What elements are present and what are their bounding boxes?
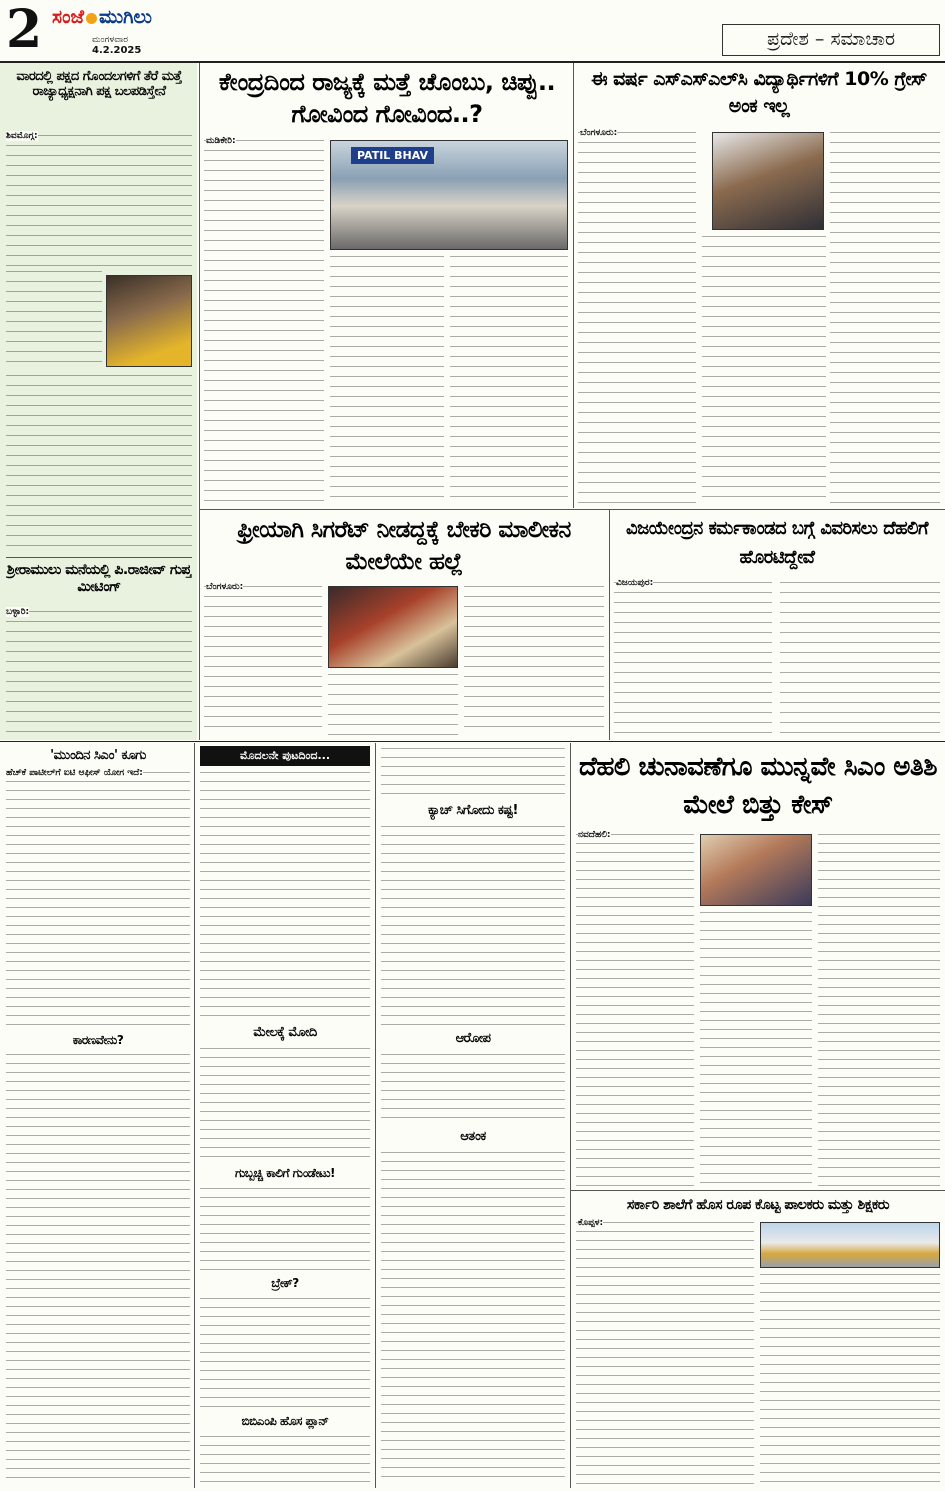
sidebar-body-left bbox=[6, 271, 102, 371]
modalane-body-1 bbox=[200, 772, 370, 1022]
modalane-sub-gubbachchi: ಗುಬ್ಬಚ್ಚಿ ಕಾಲಿಗೆ ಗುಂಡೇಟು! bbox=[235, 1166, 335, 1180]
catch-body-2 bbox=[381, 826, 565, 1026]
catch-sub-arope: ಆರೋಪ bbox=[455, 1031, 491, 1046]
modalane-body-5 bbox=[200, 1436, 370, 1484]
bakery-col-2 bbox=[328, 674, 458, 736]
centre-photo bbox=[330, 140, 568, 250]
sun-icon bbox=[86, 13, 97, 24]
delhi-col-1 bbox=[576, 834, 694, 1186]
centre-headline: ಕೇಂದ್ರದಿಂದ ರಾಜ್ಯಕ್ಕೆ ಮತ್ತೆ ಚೊಂಬು, ಚಿಪ್ಪು.. ಗೋವಿಂದ ಗೋವಿಂದ..? bbox=[218, 68, 556, 128]
logo bbox=[52, 6, 192, 34]
catch-sub-atanka: ಆತಂಕ bbox=[460, 1129, 486, 1144]
delhi-col-2 bbox=[700, 912, 812, 1186]
sidebar-dateline: ಶಿವಮೊಗ್ಗ: bbox=[6, 131, 38, 141]
page-number: 2 bbox=[6, 2, 43, 58]
school-photo bbox=[760, 1222, 940, 1268]
next-cm-body-1 bbox=[6, 772, 190, 1028]
photo-banner: PATIL BHAV bbox=[351, 147, 434, 164]
catch-body-4 bbox=[381, 1152, 565, 1484]
ramulu-body bbox=[6, 611, 192, 735]
vijayendra-headline: ವಿಜಯೇಂದ್ರನ ಕರ್ಮಕಾಂಡದ ಬಗ್ಗೆ ವಿವರಿಸಲು ದೆಹಲಿಗೆ ಹೊರಟಿದ್ದೇವೆ bbox=[626, 518, 928, 568]
centre-col-3 bbox=[450, 256, 568, 506]
rule-bakery-right bbox=[609, 509, 610, 740]
school-headline: ಸರ್ಕಾರಿ ಶಾಲೆಗೆ ಹೊಸ ರೂಪ ಕೊಟ್ಟ ಪಾಲಕರು ಮತ್ತು ಶಿಕ್ಷಕರು bbox=[626, 1197, 890, 1213]
sidebar-photo bbox=[106, 275, 192, 367]
next-cm-dateline: ಹೆಚ್‌ಕೆ ಪಾಟೀಲ್‌ಗೆ ಐಟಿ ಆಫೀಸ್ ಯೋಗ ಇದೆ: bbox=[6, 768, 143, 778]
logo-left-text: ಸಂಜೆ bbox=[52, 6, 85, 28]
rule-b1 bbox=[194, 743, 195, 1488]
bakery-col-1 bbox=[204, 586, 322, 736]
rule-mid-1 bbox=[199, 509, 945, 510]
sslc-dateline: ಬೆಂಗಳೂರು: bbox=[580, 128, 618, 138]
school-col-1 bbox=[576, 1222, 754, 1484]
sidebar-body bbox=[6, 135, 192, 269]
delhi-photo bbox=[700, 834, 812, 906]
school-dateline: ಕೊಪ್ಪಳ: bbox=[578, 1218, 604, 1228]
modalane-kicker: ಮೊದಲನೇ ಪುಟದಿಂದ... bbox=[200, 746, 370, 766]
ramulu-dateline: ಬಳ್ಳಾರಿ: bbox=[6, 607, 30, 617]
modalane-sub-melakke: ಮೇಲಕ್ಕೆ ಮೋದಿ bbox=[253, 1025, 317, 1040]
rule-mid-2 bbox=[0, 741, 945, 742]
rule-school bbox=[570, 1190, 945, 1191]
centre-col-2 bbox=[330, 256, 444, 506]
ramulu-headline: ಶ್ರೀರಾಮುಲು ಮನೆಯಲ್ಲಿ ಪಿ.ರಾಜೀವ್ ಗುಪ್ತ ಮೀಟಿಂಗ್ bbox=[6, 557, 192, 603]
modalane-body-4 bbox=[200, 1298, 370, 1408]
catch-sub-catch: ಕ್ಯಾಚ್ ಸಿಗೋದು ಕಷ್ಟ! bbox=[428, 803, 518, 818]
bakery-headline: ಫ್ರೀಯಾಗಿ ಸಿಗರೆಟ್ ನೀಡದ್ದಕ್ಕೆ ಬೇಕರಿ ಮಾಲೀಕನ ಮೇಲೆಯೇ ಹಲ್ಲೆ bbox=[237, 517, 571, 575]
sslc-col-2b bbox=[702, 236, 826, 506]
centre-col-1 bbox=[204, 140, 324, 506]
next-cm-headline: 'ಮುಂದಿನ ಸಿಎಂ' ಕೂಗು bbox=[50, 748, 146, 763]
modalane-body-3 bbox=[200, 1188, 370, 1270]
masthead bbox=[0, 0, 945, 60]
bakery-col-3 bbox=[464, 586, 604, 736]
delhi-col-3 bbox=[818, 834, 940, 1186]
bakery-dateline: ಬೆಂಗಳೂರು: bbox=[206, 582, 244, 592]
sslc-col-1 bbox=[578, 132, 696, 506]
next-cm-body-2 bbox=[6, 1054, 190, 1484]
vijayendra-col-1 bbox=[614, 582, 772, 736]
sslc-headline: ಈ ವರ್ಷ ಎಸ್ಎಸ್ಎಲ್‌ಸಿ ವಿದ್ಯಾರ್ಥಿಗಳಿಗೆ 10% ಗ್ರೇಸ್ ಅಂಕ ಇಲ್ಲ bbox=[591, 68, 927, 117]
rule-centre-right bbox=[573, 63, 574, 508]
modalane-sub-bbmp: ಬಿಬಿಎಂಪಿ ಹೊಸ ಪ್ಲಾನ್ bbox=[241, 1414, 329, 1428]
delhi-dateline: ನವದೆಹಲಿ: bbox=[578, 830, 611, 840]
school-col-2 bbox=[760, 1274, 940, 1484]
masthead-day: ಮಂಗಳವಾರ bbox=[92, 35, 129, 45]
sidebar-headline: ವಾರದಲ್ಲಿ ಪಕ್ಷದ ಗೊಂದಲಗಳಿಗೆ ತೆರೆ ಮತ್ತೆ ರಾಜ್ಯಾಧ್ಯಕ್ಷನಾಗಿ ಪಕ್ಷ ಬಲಪಡಿಸ್ತೇನೆ bbox=[16, 69, 182, 99]
next-cm-sub-karana: ಕಾರಣವೇನು? bbox=[72, 1033, 124, 1047]
left-sidebar bbox=[0, 63, 197, 740]
sslc-col-2 bbox=[830, 132, 940, 506]
catch-body-1 bbox=[381, 748, 565, 796]
delhi-headline: ದೆಹಲಿ ಚುನಾವಣೆಗೂ ಮುನ್ನವೇ ಸಿಎಂ ಅತಿಶಿ ಮೇಲೆ ಬಿತ್ತು ಕೇಸ್ bbox=[579, 752, 937, 820]
catch-body-3 bbox=[381, 1054, 565, 1124]
modalane-body-2 bbox=[200, 1048, 370, 1158]
rule-left bbox=[199, 63, 200, 740]
masthead-date: 4.2.2025 bbox=[92, 45, 142, 56]
sslc-photo bbox=[712, 132, 824, 230]
vijayendra-col-2 bbox=[780, 582, 940, 736]
bakery-photo bbox=[328, 586, 458, 668]
rule-b2 bbox=[375, 743, 376, 1488]
vijayendra-dateline: ವಿಜಯಪುರ: bbox=[616, 578, 654, 588]
section-label: ಪ್ರದೇಶ – ಸಮಾಚಾರ bbox=[722, 24, 940, 56]
modalane-sub-break: ಬ್ರೇಕ್? bbox=[271, 1276, 299, 1290]
rule-b3 bbox=[570, 743, 571, 1488]
centre-dateline: ಮಡಿಕೇರಿ: bbox=[206, 136, 236, 146]
logo-right-text: ಮುಗಿಲು bbox=[99, 6, 152, 28]
sidebar-body-2 bbox=[6, 375, 192, 553]
